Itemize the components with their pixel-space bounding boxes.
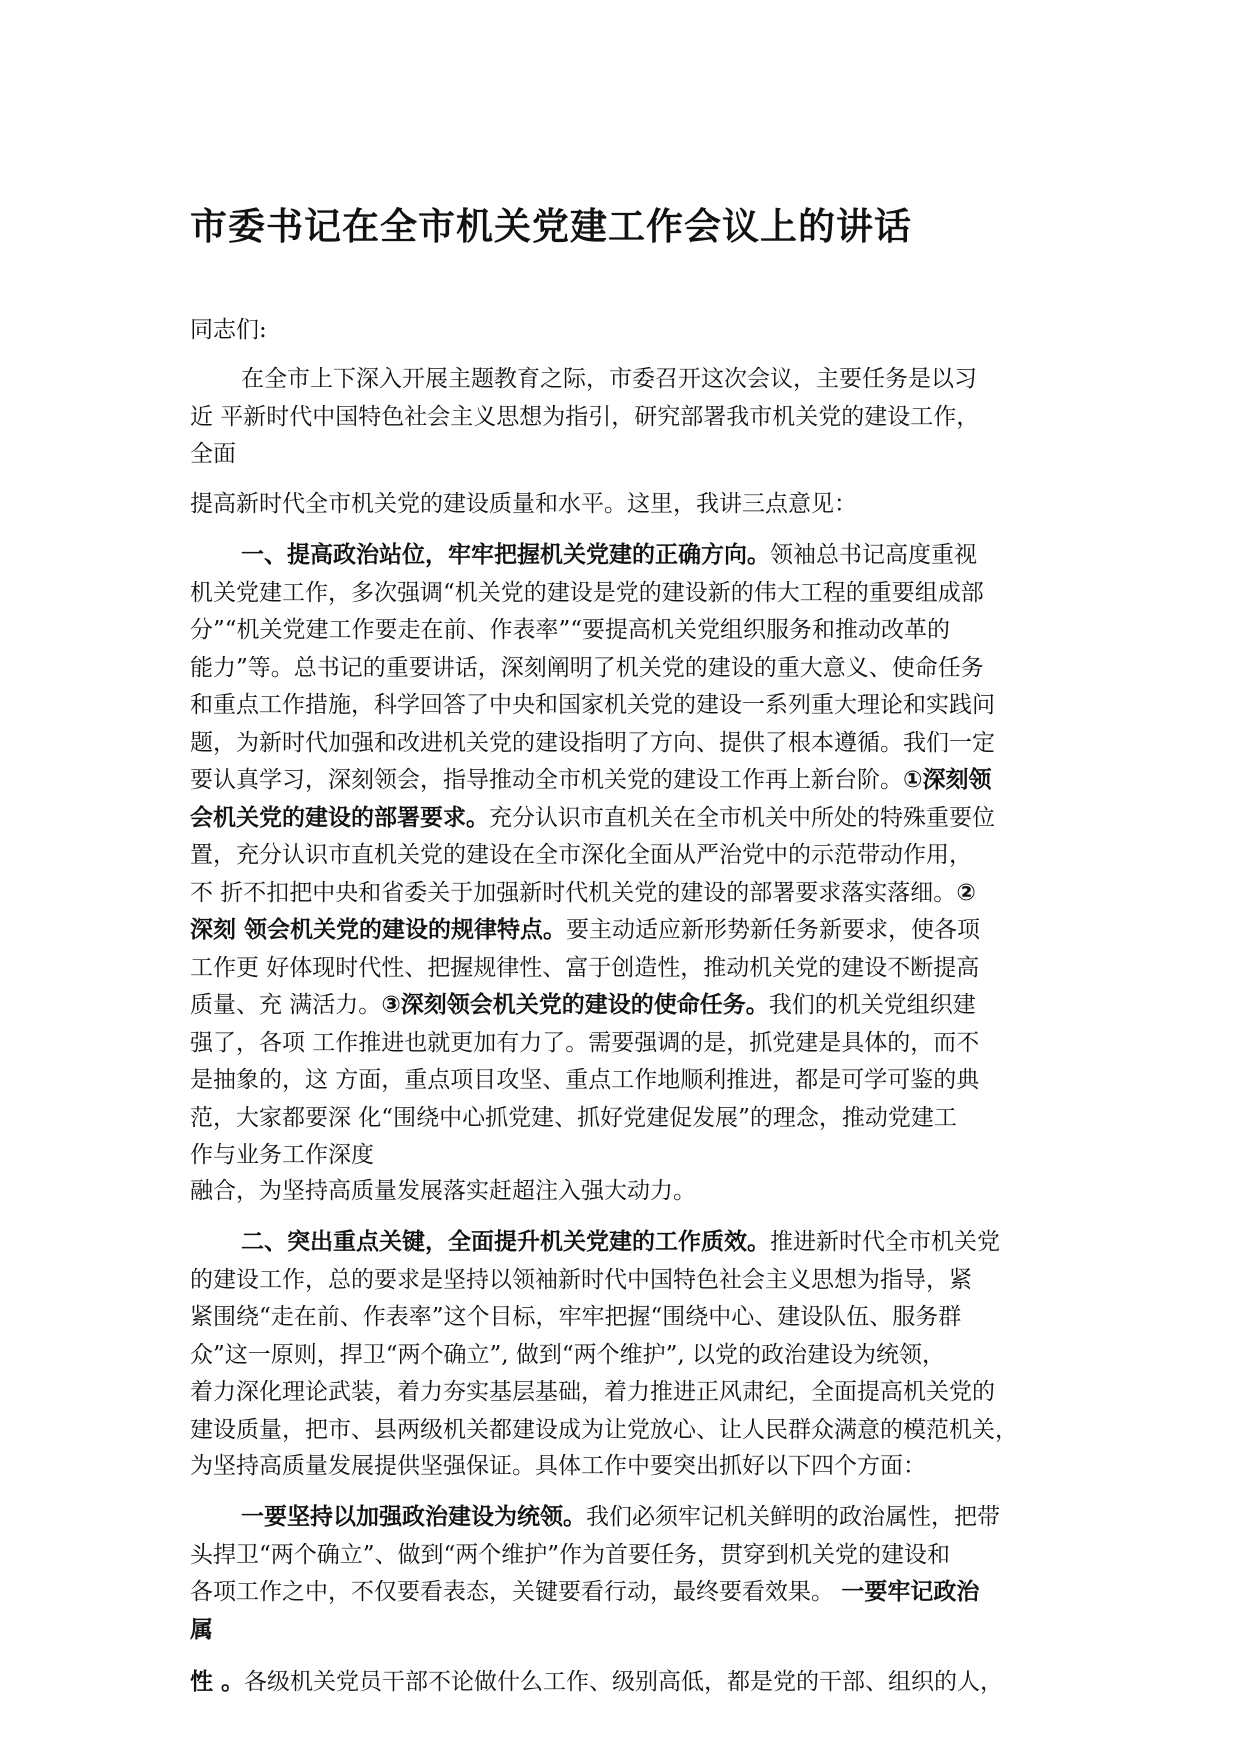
paragraph-line: 头捍卫“两个确立”、做到“两个维护”作为首要任务，贯穿到机关党的建设和	[190, 1541, 951, 1568]
paragraph-line: 一要坚持以加强政治建设为统领。我们必须牢记机关鲜明的政治属性，把带	[241, 1504, 1000, 1530]
paragraph-line: 会机关党的建设的部署要求。充分认识市直机关在全市机关中所处的特殊重要位	[190, 804, 995, 831]
paragraph-line: 深刻 领会机关党的建设的规律特点。要主动适应新形势新任务新要求，使各项	[190, 917, 981, 943]
paragraph-line: 强了，各项 工作推进也就更加有力了。需要强调的是，抓党建是具体的，而不	[190, 1029, 980, 1056]
paragraph-line: 和重点工作措施，科学回答了中央和国家机关党的建设一系列重大理论和实践问	[190, 692, 995, 718]
subpoint-heading: 会机关党的建设的部署要求。	[190, 804, 489, 831]
paragraph-line: 着力深化理论武装，着力夯实基层基础，着力推进正风肃纪，全面提高机关党的	[190, 1379, 995, 1405]
paragraph-line: 不 折不扣把中央和省委关于加强新时代机关党的建设的部署要求落实落细。②	[190, 879, 976, 906]
section-two	[190, 1224, 1050, 1449]
subpoint-heading: ①深刻领	[903, 767, 992, 793]
point-heading: 属	[190, 1616, 213, 1643]
subpoint-heading: 深刻 领会机关党的建设的规律特点。	[190, 917, 567, 943]
salutation: 同志们:	[190, 317, 267, 343]
paragraph-outline: 提高新时代全市机关党的建设质量和水平。这里，我讲三点意见：	[190, 491, 857, 517]
paragraph-line: 作与业务工作深度	[190, 1142, 374, 1168]
paragraph-line: 要认真学习，深刻领会，指导推动全市机关党的建设工作再上新台阶。①深刻领	[190, 767, 992, 793]
section-heading: 一、提高政治站位，牢牢把握机关党建的正确方向。	[241, 542, 770, 568]
point-political-building	[190, 1499, 1050, 1649]
paragraph-line: 是抽象的，这 方面，重点项目攻坚、重点工作地顺利推进，都是可学可鉴的典	[190, 1067, 980, 1093]
paragraph-section-two-end: 为坚持高质量发展提供坚强保证。具体工作中要突出抓好以下四个方面：	[190, 1453, 926, 1479]
paragraph-section-one-end: 融合，为坚持高质量发展落实赶超注入强大动力。	[190, 1178, 696, 1204]
section-heading: 二、突出重点关键，全面提升机关党建的工作质效。	[241, 1229, 770, 1255]
paragraph-line: 能力”等。总书记的重要讲话，深刻阐明了机关党的建设的重大意义、使命任务	[190, 654, 984, 681]
paragraph-line: 全面	[190, 441, 236, 467]
paragraph-line: 的建设工作，总的要求是坚持以领袖新时代中国特色社会主义思想为指导，紧	[190, 1266, 972, 1293]
paragraph-line: 在全市上下深入开展主题教育之际，市委召开这次会议，主要任务是以习	[241, 366, 977, 392]
paragraph-line: 机关党建工作，多次强调“机关党的建设是党的建设新的伟大工程的重要组成部	[190, 579, 984, 606]
point-heading: 性 。	[190, 1669, 245, 1695]
point-heading: 一要坚持以加强政治建设为统领。	[241, 1504, 586, 1530]
point-heading: 一要牢记政治	[841, 1579, 980, 1605]
paragraph-line: 一、提高政治站位，牢牢把握机关党建的正确方向。领袖总书记高度重视	[241, 542, 977, 568]
paragraph-line: 各项工作之中，不仅要看表态，关键要看行动，最终要看效果。 一要牢记政治	[190, 1579, 980, 1605]
paragraph-intro	[190, 361, 1050, 474]
paragraph-line	[190, 1612, 1050, 1650]
paragraph-line: 众”这一原则，捍卫“两个确立”, 做到“两个维护”, 以党的政治建设为统领，	[190, 1341, 946, 1368]
paragraph-line: 工作更 好体现时代性、把握规律性、富于创造性，推动机关党的建设不断提高	[190, 954, 980, 981]
paragraph-line: 二、突出重点关键，全面提升机关党建的工作质效。推进新时代全市机关党	[241, 1229, 1000, 1255]
paragraph-line: 分”“机关党建工作要走在前、作表率”“要提高机关党组织服务和推动改革的	[190, 617, 951, 643]
paragraph-line: 范，大家都要深 化“围绕中心抓党建、抓好党建促发展”的理念，推动党建工	[190, 1104, 957, 1131]
paragraph-line: 置，充分认识市直机关党的建设在全市深化全面从严治党中的示范带动作用，	[190, 842, 972, 868]
subpoint-heading: ③深刻领会机关党的建设的使命任务。	[381, 992, 769, 1018]
paragraph-line: 近 平新时代中国特色社会主义思想为指引，研究部署我市机关党的建设工作，	[190, 403, 980, 430]
document-title: 市委书记在全市机关党建工作会议上的讲话	[190, 205, 912, 248]
paragraph-line: 题，为新时代加强和改进机关党的建设指明了方向、提供了根本遵循。我们一定	[190, 729, 995, 756]
section-one	[190, 537, 1050, 1175]
paragraph-line: 紧围绕“走在前、作表率”这个目标，牢牢把握“围绕中心、建设队伍、服务群	[190, 1304, 962, 1330]
subpoint-heading: ②	[956, 879, 976, 906]
paragraph-line: 建设质量，把市、县两级机关都建设成为让党放心、让人民群众满意的模范机关，	[190, 1416, 1018, 1443]
paragraph-line: 质量、充 满活力。③深刻领会机关党的建设的使命任务。我们的机关党组织建	[190, 992, 976, 1018]
paragraph-political-attribute: 性 。各级机关党员干部不论做什么工作、级别高低，都是党的干部、组织的人，	[190, 1669, 1004, 1695]
